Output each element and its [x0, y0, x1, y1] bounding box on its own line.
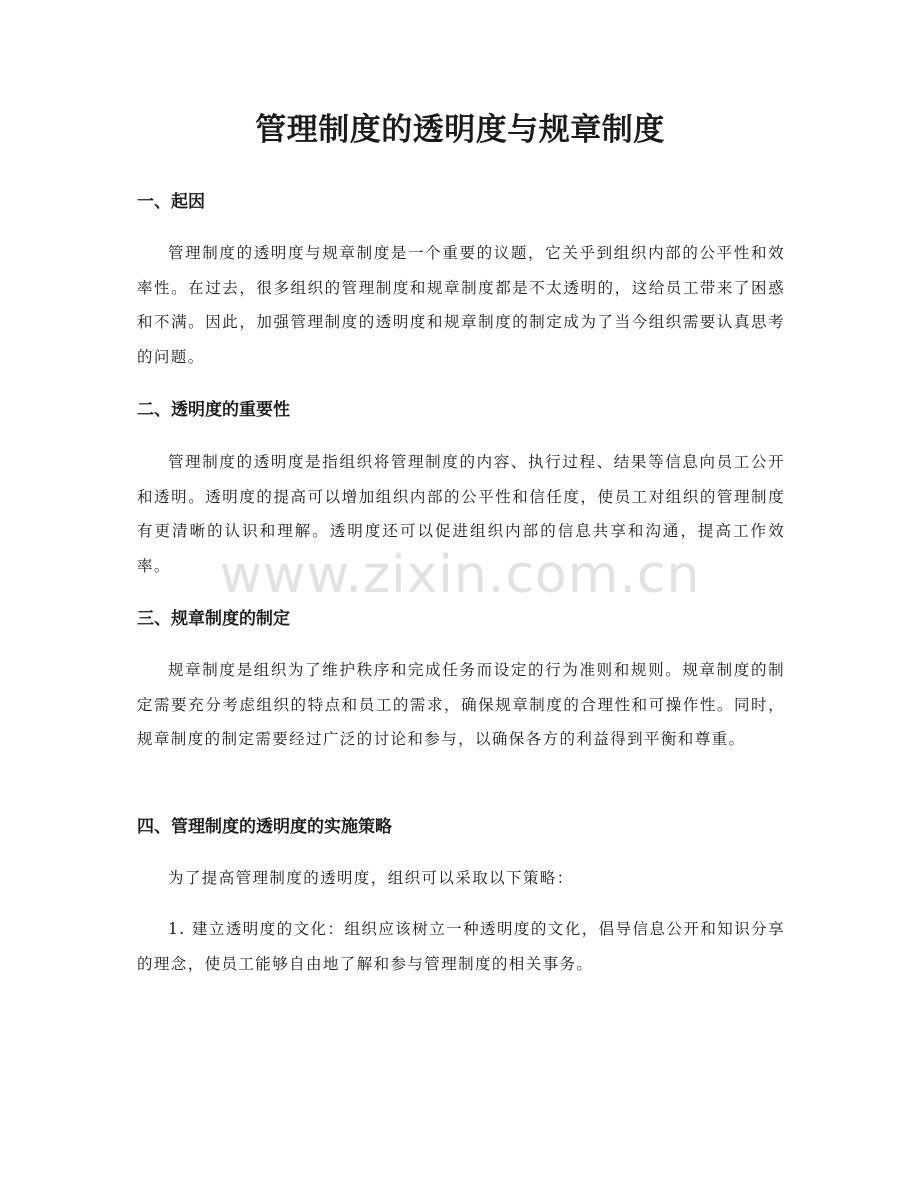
section-strategy-intro: [137, 861, 785, 896]
section-heading: 三、规章制度的制定: [137, 609, 290, 629]
section-rules-body: [137, 653, 785, 757]
section-origin-body: [137, 236, 785, 374]
section-paragraph: 管理制度的透明度是指组织将管理制度的内容、执行过程、结果等信息向员工公开和透明。透明度的提高可以增加组织内部的公平性和信任度，使员工对组织的管理制度有更清晰的认识和理解。透明度还可以促进组织内部的信息共享和沟通，提高工作效率。: [137, 453, 785, 575]
section-importance: [137, 398, 785, 422]
section-importance-body: [137, 445, 785, 583]
document-title: 管理制度的透明度与规章制度: [255, 112, 665, 148]
section-heading: 二、透明度的重要性: [137, 400, 290, 420]
section-origin: [137, 190, 785, 214]
section-paragraph: 规章制度是组织为了维护秩序和完成任务而设定的行为准则和规则。规章制度的制定需要充分考虑组织的特点和员工的需求，确保规章制度的合理性和可操作性。同时，规章制度的制定需要经过广泛的讨论和参与，以确保各方的利益得到平衡和尊重。: [137, 661, 785, 748]
watermark: www.zixin.com.cn: [219, 545, 701, 605]
section-paragraph: 为了提高管理制度的透明度，组织可以采取以下策略：: [168, 869, 574, 887]
section-rules: [137, 607, 785, 631]
section-strategy: [137, 815, 785, 839]
section-heading: 四、管理制度的透明度的实施策略: [137, 817, 392, 837]
section-strategy-item-1: [137, 912, 785, 981]
list-item: 1. 建立透明度的文化：组织应该树立一种透明度的文化，倡导信息公开和知识分享的理念，使员工能够自由地了解和参与管理制度的相关事务。: [137, 920, 785, 973]
section-heading: 一、起因: [137, 192, 205, 212]
section-paragraph: 管理制度的透明度与规章制度是一个重要的议题，它关乎到组织内部的公平性和效率性。在过去，很多组织的管理制度和规章制度都是不太透明的，这给员工带来了困惑和不满。因此，加强管理制度的透明度和规章制度的制定成为了当今组织需要认真思考的问题。: [137, 244, 785, 366]
